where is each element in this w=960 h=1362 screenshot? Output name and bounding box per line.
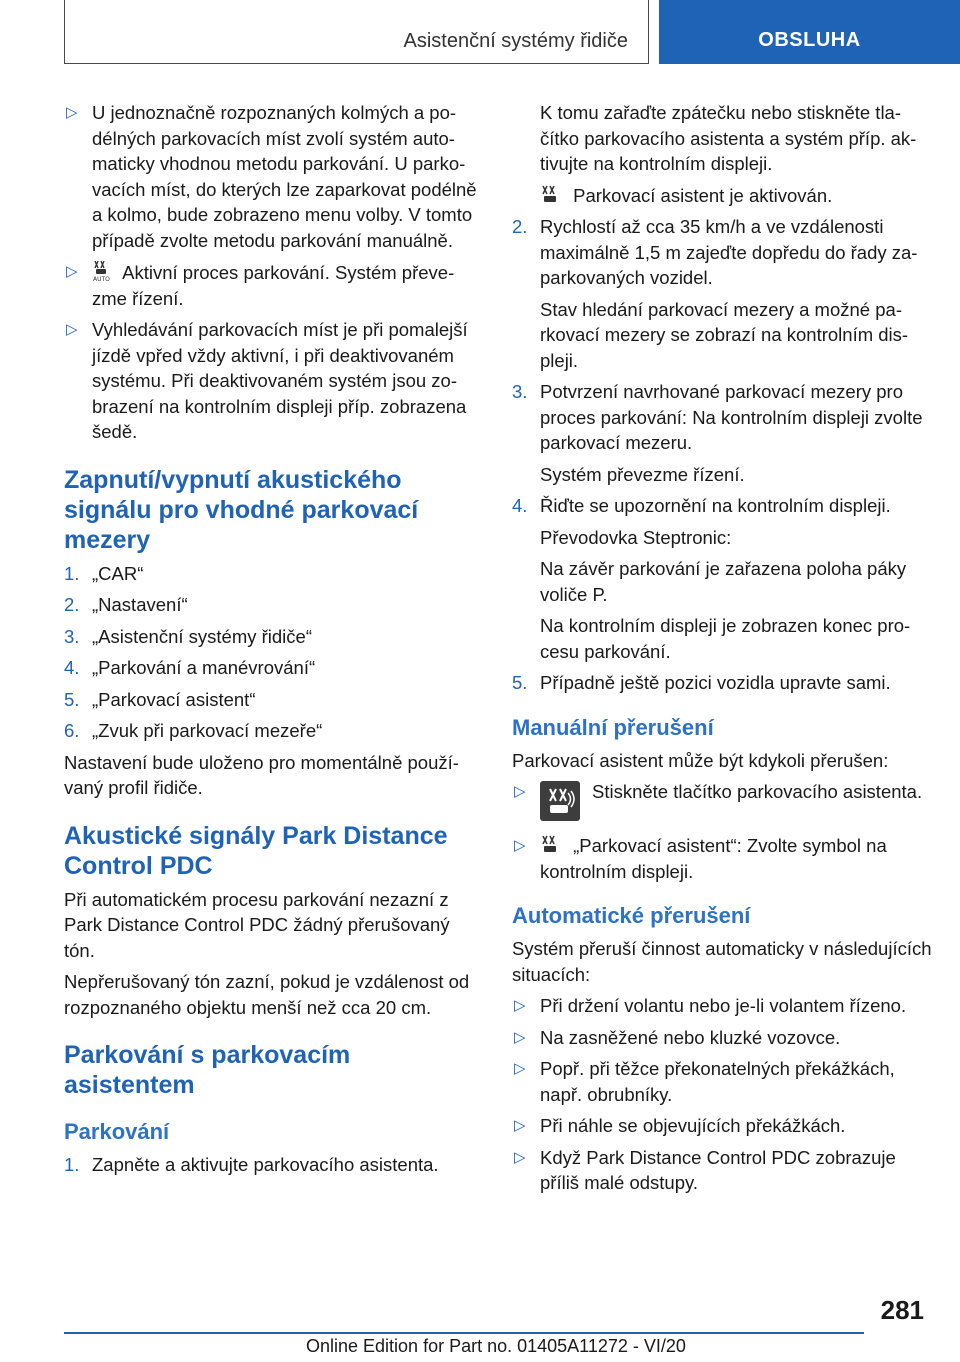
- footer-edition: Online Edition for Part no. 01405A11272 - VI/20: [306, 1336, 686, 1356]
- list-item: 1. „CAR“: [64, 562, 144, 584]
- triangle-right-icon: ▷: [514, 1028, 526, 1046]
- list-item: 6. „Zvuk při parkovací mezeře“: [64, 720, 323, 741]
- auto-intro: Systém přeruší činnost automaticky v následujících situacích:: [512, 938, 932, 985]
- right-column: [512, 100, 932, 1202]
- list-item: 5. „Parkovací asistent“: [64, 688, 256, 710]
- section-title: Asistenční systémy řidiče: [403, 30, 628, 52]
- page-header: [0, 0, 960, 66]
- park-assist-icon: [540, 184, 562, 206]
- list-item: ▷ Při držení volantu nebo je-li volantem řízeno.: [512, 993, 932, 1019]
- triangle-right-icon: ▷: [66, 321, 78, 338]
- list-item: 4. Řiďte se upozornění na kontrolním displeji.: [512, 495, 891, 516]
- triangle-right-icon: ▷: [514, 1148, 526, 1166]
- step1-icon-line: Parkovací asistent je aktivován.: [512, 183, 932, 209]
- list-item: ▷ AUTO Aktivní proces parkování. Systém převezme řízení.: [64, 259, 479, 311]
- list-item: 1. Zapněte a aktivujte parkovacího asistenta.: [64, 1154, 439, 1175]
- list-item: 5. Případně ještě pozici vozidla upravte sami.: [512, 672, 891, 693]
- pdc-paragraph-2: Nepřerušovaný tón zazní, pokud je vzdálenost od rozpoznaného objektu menší než cca 20 cm.: [64, 971, 470, 1018]
- list-item: ▷ „Parkovací asistent“: Zvolte symbol na kontrolním displeji.: [514, 835, 887, 882]
- list-item: 3. Potvrzení navrhované parkovací mezery pro proces parkování: Na kontrolním displeji zvolte parkovací mezeru.: [512, 381, 923, 453]
- manual-intro: Parkovací asistent může být kdykoli přerušen:: [512, 749, 889, 771]
- chapter-tab: [659, 0, 960, 64]
- left-column: [64, 100, 479, 1184]
- list-item: ▷ Stiskněte tlačítko parkovacího asistenta.: [512, 779, 932, 827]
- list-item: 2. „Nastavení“: [64, 594, 188, 615]
- chapter-tab-label: OBSLUHA: [758, 29, 861, 51]
- step4-sub-1: Převodovka Steptronic:: [540, 526, 732, 548]
- header-box: [64, 0, 649, 64]
- list-item: ▷ U jednoznačně rozpoznaných kolmých a podélných parkovacích míst zvolí systém automaticky vhodnou metodu parkování. U parkovacích míst, do kterých lze zaparkovat podélně a kolmo, bude zobrazeno menu volby. V tomto případě zvolte metodu parkování manuálně.: [66, 102, 477, 251]
- triangle-right-icon: ▷: [514, 1060, 526, 1077]
- triangle-right-icon: ▷: [66, 263, 78, 280]
- list-item: 4. „Parkování a manévrování“: [64, 657, 316, 678]
- heading-parking: Parkování s parkovacím asistentem: [64, 1041, 351, 1099]
- heading-auto: Automatické přerušení: [512, 903, 751, 928]
- page-number: 281: [880, 1295, 924, 1325]
- heading-pdc: Akustické signály Park Distance Control PDC: [64, 821, 448, 880]
- list-item: ▷ Popř. při těžce překonatelných překážkách, např. obrubníky.: [514, 1058, 895, 1105]
- park-assist-icon: [540, 834, 562, 856]
- list-item: ▷ Vyhledávání parkovacích míst je při pomalejší jízdě vpřed vždy aktivní, i při deaktivovaném systému. Při deaktivovaném systém jsou zobrazení na kontrolním displeji příp. zobrazena šedě.: [66, 319, 468, 442]
- list-item: 3. „Asistenční systémy řidiče“: [64, 625, 312, 647]
- svg-text:AUTO: AUTO: [93, 276, 110, 283]
- triangle-right-icon: ▷: [514, 837, 526, 854]
- step2-sub: Stav hledání parkovací mezery a možné parkovací mezery se zobrazí na kontrolním displeji.: [540, 298, 909, 371]
- step4-sub-2: Na závěr parkování je zařazena poloha páky voliče P.: [540, 558, 907, 605]
- subheading-parking: Parkování: [64, 1119, 170, 1144]
- step1-continuation: K tomu zařaďte zpátečku nebo stiskněte tlačítko parkovacího asistenta a systém příp. aktivujte na kontrolním displeji.: [540, 102, 917, 174]
- list-item: ▷ Na zasněžené nebo kluzké vozovce.: [512, 1025, 932, 1051]
- park-assist-auto-icon: [92, 259, 112, 283]
- triangle-right-icon: ▷: [514, 783, 526, 800]
- footer-divider: [64, 1332, 864, 1334]
- acoustic-note: Nastavení bude uloženo pro momentálně používaný profil řidiče.: [64, 751, 459, 798]
- list-item: ▷ Při náhle se objevujících překážkách.: [512, 1113, 932, 1139]
- triangle-right-icon: ▷: [514, 997, 526, 1014]
- triangle-right-icon: ▷: [514, 1117, 526, 1134]
- list-item: 2. Rychlostí až cca 35 km/h a ve vzdálenosti maximálně 1,5 m zajeďte dopředu do řady zaparkovaných vozidel.: [512, 216, 918, 288]
- pdc-paragraph-1: Při automatickém procesu parkování nezazní z Park Distance Control PDC žádný přerušovaný tón.: [64, 888, 450, 961]
- list-item: ▷ Když Park Distance Control PDC zobrazuje příliš malé odstupy.: [514, 1146, 896, 1193]
- step4-sub-3: Na kontrolním displeji je zobrazen konec procesu parkování.: [540, 615, 911, 662]
- triangle-right-icon: ▷: [66, 104, 78, 121]
- heading-manual: Manuální přerušení: [512, 714, 714, 740]
- heading-acoustic: Zapnutí/vypnutí akustického signálu pro vhodné parkovací mezery: [64, 465, 419, 554]
- park-assist-button-icon: [540, 781, 580, 821]
- step3-sub: Systém převezme řízení.: [540, 463, 745, 485]
